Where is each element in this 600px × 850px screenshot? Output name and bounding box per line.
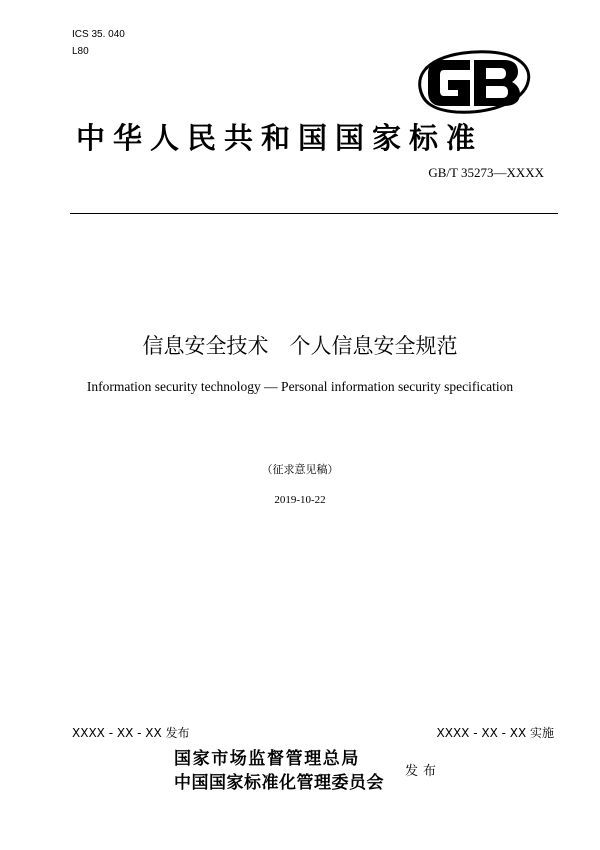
- gb-logo-icon: [412, 48, 532, 116]
- document-title-cn: 信息安全技术 个人信息安全规范: [142, 334, 458, 358]
- document-title-en: Information security technology — Personal information security specification: [86, 379, 514, 394]
- national-standard-title: 中华人民共和国国家标准: [76, 121, 484, 155]
- ics-code: ICS 35. 040: [72, 29, 125, 40]
- issuer-sac: 中国国家标准化管理委员会: [174, 773, 384, 793]
- publish-date: XXXX - XX - XX 发布: [72, 726, 190, 740]
- standard-number: GB/T 35273—XXXX: [428, 165, 544, 180]
- draft-status: （征求意见稿）: [261, 463, 339, 476]
- issuer-samr: 国家市场监督管理总局: [174, 749, 360, 769]
- draft-date: 2019-10-22: [274, 494, 326, 506]
- ccs-code: L80: [72, 46, 89, 57]
- issue-label: 发布: [405, 764, 442, 779]
- implement-date: XXXX - XX - XX 实施: [436, 726, 554, 740]
- header-divider: [70, 213, 558, 214]
